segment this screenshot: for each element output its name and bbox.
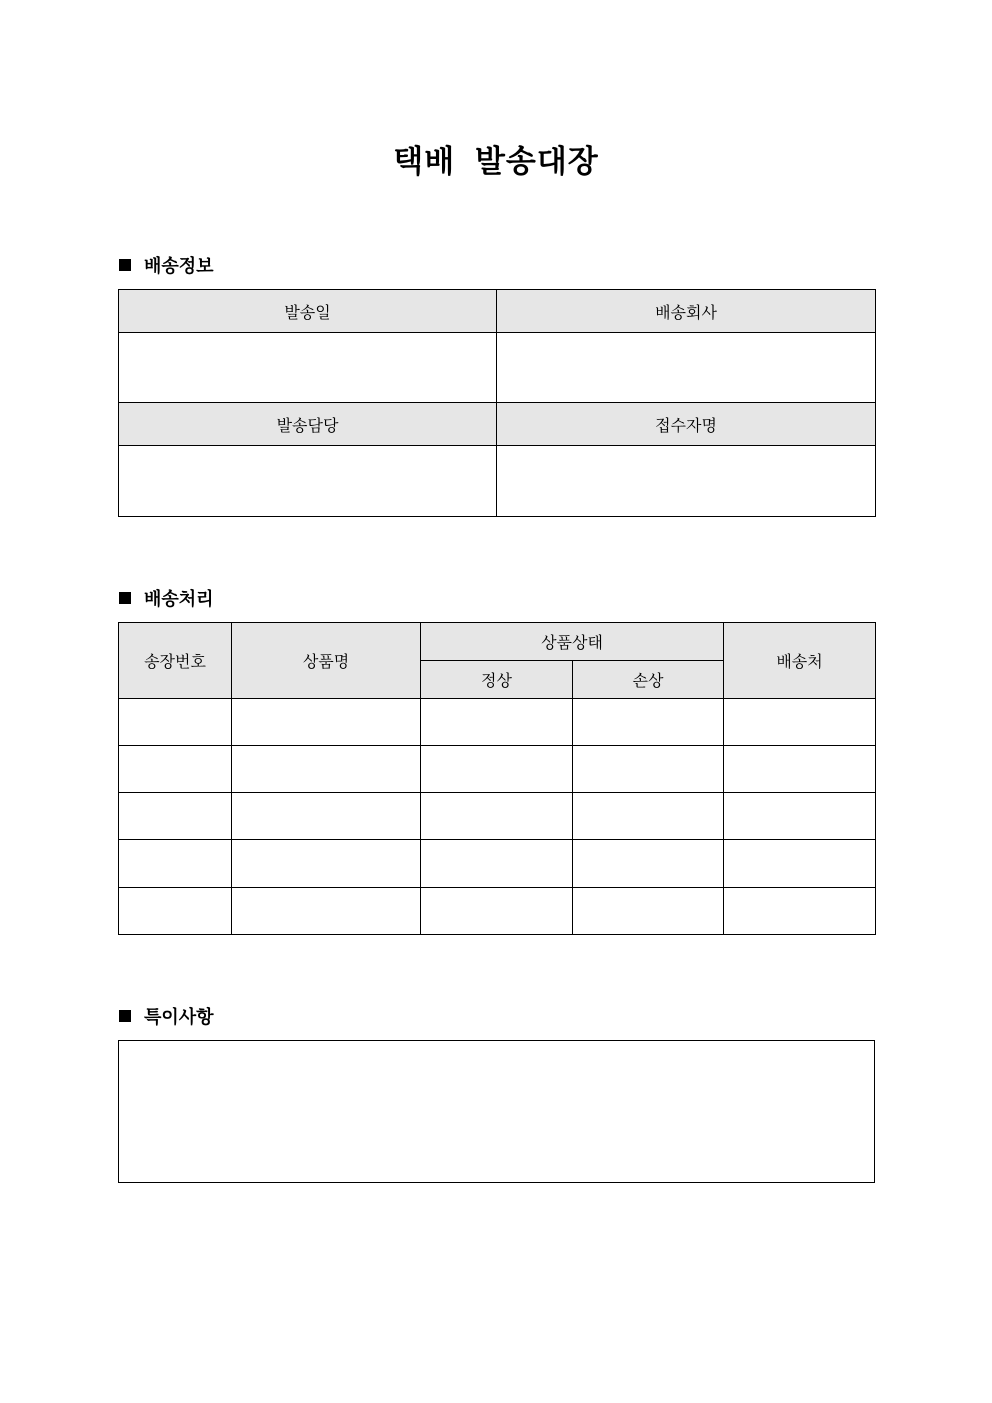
section-heading-shipping-process: [119, 586, 214, 610]
status-damaged-cell[interactable]: [573, 793, 724, 840]
shipping-process-table: [118, 622, 876, 935]
table-row: [119, 840, 876, 888]
product-name-cell[interactable]: [232, 746, 421, 793]
status-damaged-cell[interactable]: [573, 888, 724, 935]
header-ship-date: 발송일: [119, 290, 497, 333]
product-name-cell[interactable]: [232, 699, 421, 746]
invoice-no-cell[interactable]: [119, 840, 232, 888]
status-normal-cell[interactable]: [421, 699, 573, 746]
header-product-status: 상품상태: [421, 623, 724, 661]
header-status-normal: 정상: [421, 661, 573, 699]
status-normal-cell[interactable]: [421, 793, 573, 840]
table-row: [119, 793, 876, 840]
header-sender-staff: 발송담당: [119, 403, 497, 446]
status-normal-cell[interactable]: [421, 888, 573, 935]
status-damaged-cell[interactable]: [573, 746, 724, 793]
section-heading-label: 특이사항: [144, 1007, 214, 1028]
header-invoice-no: 송장번호: [119, 623, 232, 699]
square-bullet-icon: [119, 592, 131, 604]
section-heading-label: 배송정보: [144, 256, 214, 277]
shipping-info-table: [118, 289, 876, 517]
status-damaged-cell[interactable]: [573, 840, 724, 888]
remarks-box[interactable]: [118, 1040, 875, 1183]
destination-cell[interactable]: [724, 888, 876, 935]
table-row: [119, 699, 876, 746]
page-title: 택배 발송대장: [393, 144, 599, 180]
header-product-name: 상품명: [232, 623, 421, 699]
sender-staff-cell[interactable]: [119, 446, 497, 517]
invoice-no-cell[interactable]: [119, 699, 232, 746]
destination-cell[interactable]: [724, 699, 876, 746]
product-name-cell[interactable]: [232, 840, 421, 888]
invoice-no-cell[interactable]: [119, 793, 232, 840]
status-normal-cell[interactable]: [421, 746, 573, 793]
square-bullet-icon: [119, 1010, 131, 1022]
header-status-damaged: 손상: [573, 661, 724, 699]
section-heading-shipping-info: [119, 253, 214, 277]
status-damaged-cell[interactable]: [573, 699, 724, 746]
header-delivery-company: 배송회사: [497, 290, 876, 333]
destination-cell[interactable]: [724, 840, 876, 888]
square-bullet-icon: [119, 259, 131, 271]
destination-cell[interactable]: [724, 746, 876, 793]
table-row: [119, 746, 876, 793]
destination-cell[interactable]: [724, 793, 876, 840]
product-name-cell[interactable]: [232, 888, 421, 935]
invoice-no-cell[interactable]: [119, 746, 232, 793]
section-heading-label: 배송처리: [144, 589, 214, 610]
delivery-company-cell[interactable]: [497, 333, 876, 403]
receiver-name-cell[interactable]: [497, 446, 876, 517]
header-receiver-name: 접수자명: [497, 403, 876, 446]
ship-date-cell[interactable]: [119, 333, 497, 403]
header-destination: 배송처: [724, 623, 876, 699]
product-name-cell[interactable]: [232, 793, 421, 840]
section-heading-remarks: [119, 1004, 214, 1028]
invoice-no-cell[interactable]: [119, 888, 232, 935]
status-normal-cell[interactable]: [421, 840, 573, 888]
table-row: [119, 888, 876, 935]
